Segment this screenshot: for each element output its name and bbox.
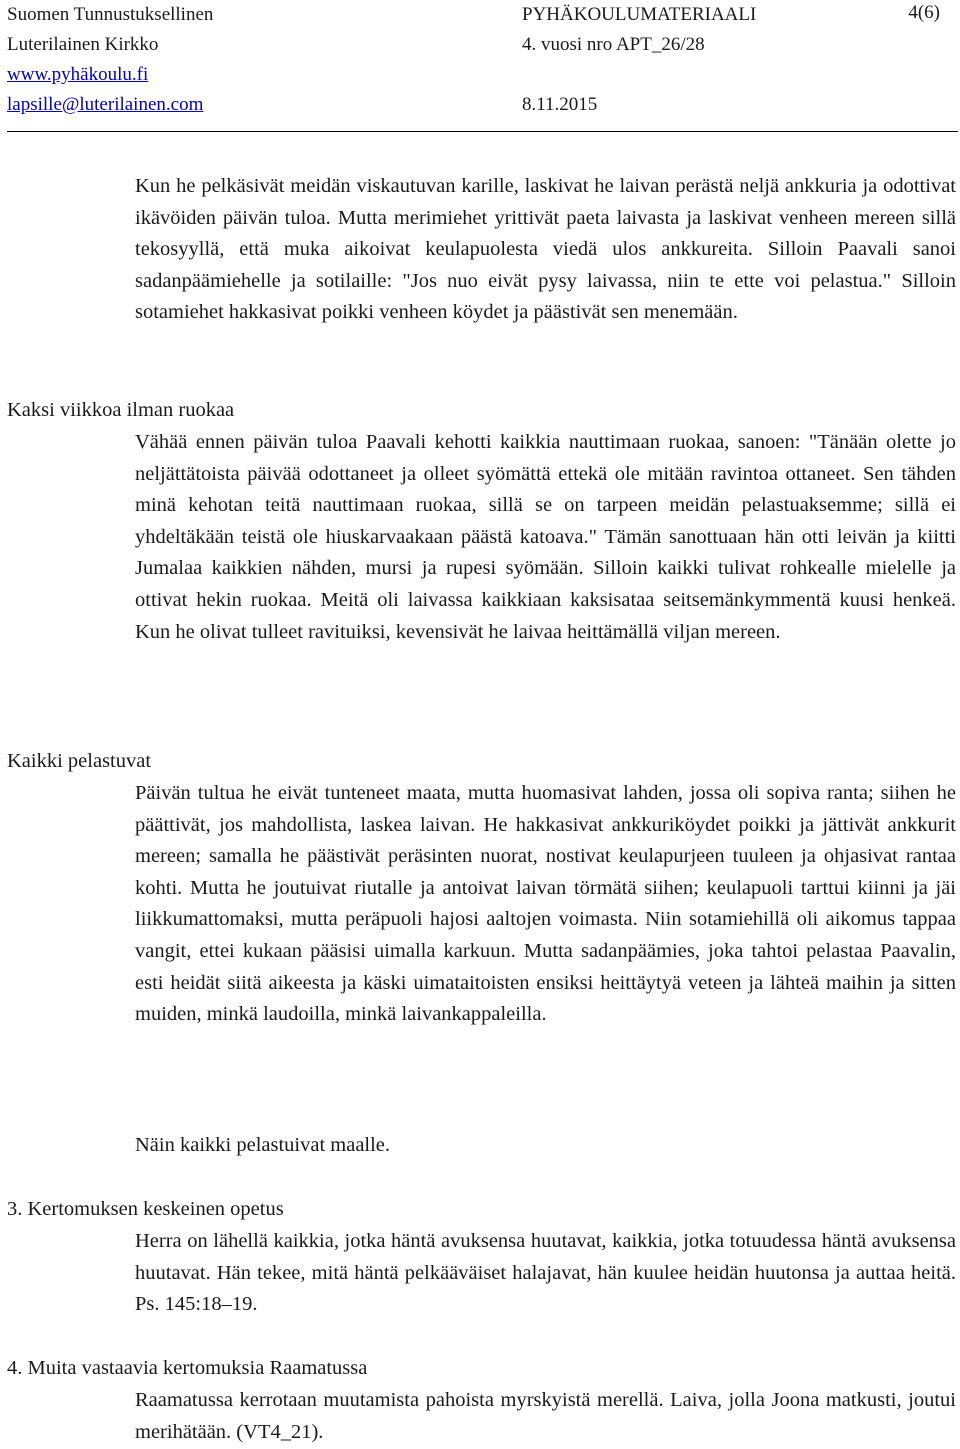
issue-number: 4. vuosi nro APT_26/28 [522,34,705,55]
org-name-line1: Suomen Tunnustuksellinen [7,4,214,25]
section-heading-saved: Kaikki pelastuvat [7,750,152,772]
intro-paragraph: Kun he pelkäsivät meidän viskautuvan karille, laskivat he laivan perästä neljä ankkuria ja odottivat ikävöiden päivän tuloa. Mutta merimiehet yrittivät paeta laivasta ja laskivat venheen mereen sillä tekosyyllä, että muka aikoivat keulapuolesta viedä ulos ankkureita. Silloin Paavali sanoi sadanpäämiehelle ja sotilaille: "Jos nuo eivät pysy laivassa, niin te ette voi pelastua." Silloin sotamiehet hakkasivat poikki venheen köydet ja päästivät sen menemään. [135,175,956,324]
email-link[interactable]: lapsille@luterilainen.com [7,94,204,115]
header-spacer [522,62,756,92]
section-heading-teaching: 3. Kertomuksen keskeinen opetus [7,1198,284,1220]
header-left [7,2,213,122]
saved-closing-line: Näin kaikki pelastuivat maalle. [135,1134,391,1156]
section-heading-two-weeks: Kaksi viikkoa ilman ruokaa [7,399,235,421]
website-link[interactable]: www.pyhäkoulu.fi [7,64,149,85]
material-title: PYHÄKOULUMATERIAALI [522,4,757,25]
other-paragraph: Raamatussa kerrotaan muutamista pahoista myrskyistä merellä. Laiva, jolla Joona matkusti, joutui merihätään. (VT4_21). [135,1389,956,1443]
saved-paragraph: Päivän tultua he eivät tunteneet maata, mutta huomasivat lahden, jossa oli sopiva ranta; siihen he päättivät, jos mahdollista, laskea laivan. He hakkasivat ankkuriköydet poikki ja jättivät ankkurit mereen; samalla he päästivät peräsinten nuorat, nostivat keulapurjeen tuuleen ja ohjasivat rantaa kohti. Mutta he joutuivat riutalle ja antoivat laivan törmätä siihen; keulapuoli tarttui kiinni ja jäi liikkumattomaksi, mutta peräpuoli hajosi aaltojen voimasta. Niin sotamiehillä oli aikomus tappaa vangit, ettei kukaan pääsisi uimalla karkuun. Mutta sadanpäämies, joka tahtoi pelastaa Paavalin, esti heidät siitä aikeesta ja käski uimataitoisten ensiksi heittäytyä veteen ja lähteä maihin ja sitten muiden, minkä laudoilla, minkä laivankappaleilla. [135,782,956,1026]
two-weeks-paragraph: Vähää ennen päivän tuloa Paavali kehotti kaikkia nauttimaan ruokaa, sanoen: "Tänään olette jo neljättätoista päivää odottaneet ja olleet syömättä ettekä ole mitään ravintoa ottaneet. Sen tähden minä kehotan teitä nauttimaan ruokaa, sillä se on tarpeen meidän pelastuaksemme; sillä ei yhdeltäkään teistä ole hiuskarvaakaan päästä katoava." Tämän sanottuaan hän otti leivän ja kiitti Jumalaa kaikkien nähden, mursi ja rupesi syömään. Silloin kaikki tulivat rohkealle mielelle ja ottivat hekin ruokaa. Meitä oli laivassa kaikkiaan kaksisataa seitsemänkymmentä kuusi henkeä. Kun he olivat tulleet ravituiksi, kevensivät he laivaa heittämällä viljan mereen. [135,431,956,643]
page-number: 4(6) [908,2,940,23]
teaching-paragraph: Herra on lähellä kaikkia, jotka häntä avuksensa huutavat, kaikkia, jotka totuudessa häntä avuksensa huutavat. Hän tekee, mitä häntä pelkääväiset halajavat, hän kuulee heidän huutonsa ja auttaa heitä. Ps. 145:18–19. [135,1230,956,1316]
header-middle [522,2,756,122]
document-date: 8.11.2015 [522,94,598,115]
org-name-line2: Luterilainen Kirkko [7,34,159,55]
section-heading-other: 4. Muita vastaavia kertomuksia Raamatussa [7,1357,368,1379]
header-divider [7,131,958,132]
